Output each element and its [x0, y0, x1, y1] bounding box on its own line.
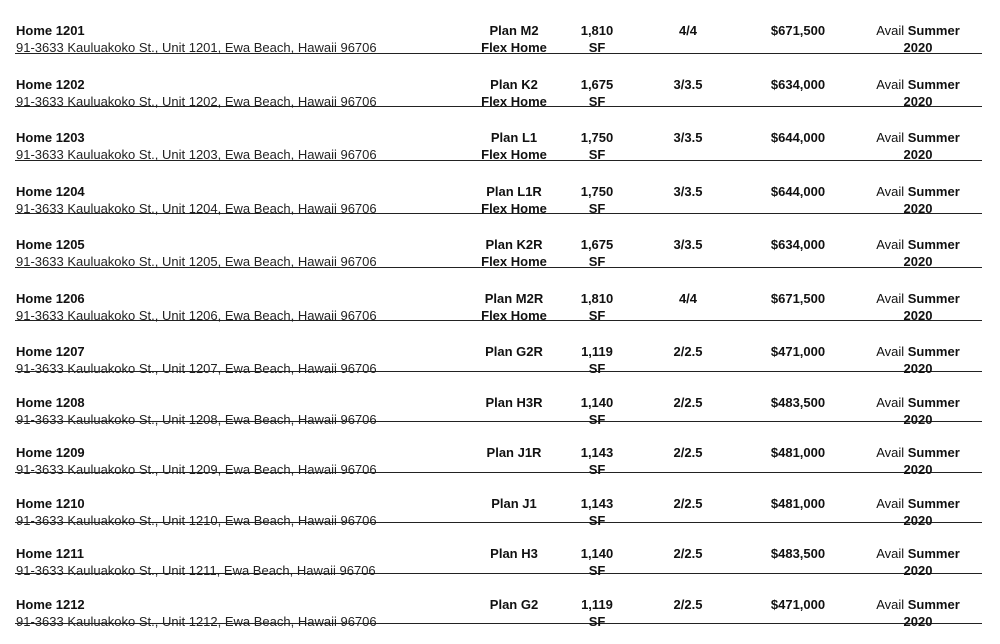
avail-prefix: Avail [876, 76, 905, 92]
home-address: 91-3633 Kauluakoko St., Unit 1203, Ewa Beach, Hawaii 96706 [16, 147, 377, 162]
home-name[interactable]: Home 1204 [16, 183, 85, 199]
plan-name: Plan M2R [484, 290, 544, 306]
plan-name: Plan L1R [486, 183, 542, 199]
bed-bath: 3/3.5 [673, 130, 703, 145]
home-row[interactable] [15, 214, 982, 268]
plan-name: Plan L1 [490, 130, 538, 145]
bed-bath: 2/2.5 [673, 344, 703, 359]
bed-bath: 3/3.5 [673, 183, 703, 199]
availability [863, 129, 973, 163]
flex-home-label: Flex Home [481, 147, 547, 162]
price: $471,000 [770, 344, 826, 359]
bed-bath: 3/3.5 [673, 237, 703, 252]
sqft-unit: SF [588, 613, 606, 629]
price: $471,000 [770, 596, 826, 612]
home-address: 91-3633 Kauluakoko St., Unit 1208, Ewa Beach, Hawaii 96706 [16, 411, 377, 427]
plan-cell [470, 129, 558, 163]
avail-season: Summer [907, 130, 960, 145]
home-address: 91-3633 Kauluakoko St., Unit 1212, Ewa Beach, Hawaii 96706 [16, 613, 377, 629]
plan-cell [470, 236, 558, 270]
home-address: 91-3633 Kauluakoko St., Unit 1202, Ewa Beach, Hawaii 96706 [16, 93, 377, 109]
sqft-value: 1,119 [581, 344, 613, 359]
plan-cell [470, 290, 558, 324]
home-address: 91-3633 Kauluakoko St., Unit 1207, Ewa Beach, Hawaii 96706 [16, 361, 377, 376]
sqft-unit: SF [588, 200, 606, 216]
sqft-cell [571, 290, 623, 324]
avail-prefix: Avail [876, 445, 905, 460]
plan-cell [470, 495, 558, 512]
avail-season: Summer [907, 596, 960, 612]
sqft-cell [571, 183, 623, 217]
home-name[interactable]: Home 1208 [16, 394, 85, 410]
avail-prefix: Avail [876, 290, 905, 306]
flex-home-label: Flex Home [481, 307, 547, 323]
avail-year: 2020 [903, 411, 933, 427]
avail-prefix: Avail [876, 546, 905, 561]
flex-home-label: Flex Home [481, 254, 547, 269]
sqft-value: 1,810 [580, 290, 614, 306]
sqft-unit: SF [588, 40, 606, 55]
bed-bath: 2/2.5 [673, 445, 703, 460]
plan-cell [470, 22, 558, 56]
plan-name: Plan G2R [485, 344, 543, 359]
home-row[interactable] [15, 268, 982, 322]
avail-season: Summer [907, 23, 960, 38]
avail-prefix: Avail [876, 237, 905, 252]
sqft-value: 1,750 [580, 130, 614, 145]
avail-prefix: Avail [876, 130, 905, 145]
home-name[interactable]: Home 1209 [16, 445, 85, 460]
price: $483,500 [770, 394, 826, 410]
plan-cell [470, 545, 558, 562]
avail-year: 2020 [903, 254, 933, 269]
home-name[interactable]: Home 1211 [16, 546, 84, 561]
sqft-value: 1,810 [580, 23, 614, 38]
plan-name: Plan K2R [485, 237, 543, 252]
home-address: 91-3633 Kauluakoko St., Unit 1209, Ewa Beach, Hawaii 96706 [16, 462, 377, 477]
home-address: 91-3633 Kauluakoko St., Unit 1210, Ewa Beach, Hawaii 96706 [16, 512, 377, 528]
sqft-unit: SF [588, 512, 606, 528]
availability [863, 183, 973, 217]
bed-bath: 4/4 [678, 23, 698, 38]
home-address: 91-3633 Kauluakoko St., Unit 1201, Ewa Beach, Hawaii 96706 [16, 40, 377, 55]
avail-year: 2020 [903, 147, 933, 162]
avail-year: 2020 [903, 563, 933, 578]
home-name[interactable]: Home 1210 [16, 495, 85, 511]
home-name[interactable]: Home 1206 [16, 290, 85, 306]
home-name[interactable]: Home 1202 [16, 76, 85, 92]
flex-home-label: Flex Home [481, 93, 547, 109]
price: $634,000 [770, 237, 826, 252]
availability [863, 236, 973, 270]
sqft-unit: SF [588, 563, 606, 578]
avail-year: 2020 [903, 200, 933, 216]
home-row[interactable] [15, 321, 982, 376]
home-address: 91-3633 Kauluakoko St., Unit 1205, Ewa Beach, Hawaii 96706 [16, 254, 377, 269]
home-row[interactable] [15, 0, 982, 54]
bed-bath: 2/2.5 [673, 394, 703, 410]
avail-season: Summer [907, 237, 960, 252]
price: $671,500 [770, 290, 826, 306]
sqft-cell [571, 22, 623, 56]
home-row[interactable] [15, 422, 982, 477]
home-name[interactable]: Home 1201 [16, 23, 85, 38]
availability [863, 22, 973, 56]
home-row[interactable] [15, 372, 982, 427]
price: $634,000 [770, 76, 826, 92]
sqft-value: 1,675 [580, 237, 614, 252]
sqft-value: 1,140 [580, 394, 614, 410]
sqft-unit: SF [588, 411, 606, 427]
home-name[interactable]: Home 1212 [16, 596, 85, 612]
plan-cell [470, 394, 558, 411]
avail-season: Summer [907, 344, 960, 359]
avail-prefix: Avail [876, 344, 905, 359]
plan-name: Plan J1 [491, 495, 537, 511]
bed-bath: 3/3.5 [673, 76, 703, 92]
avail-prefix: Avail [876, 23, 905, 38]
sqft-unit: SF [588, 307, 606, 323]
sqft-cell [571, 596, 623, 630]
avail-year: 2020 [903, 93, 933, 109]
plan-cell [470, 183, 558, 217]
sqft-unit: SF [588, 361, 606, 376]
sqft-value: 1,675 [580, 76, 614, 92]
price: $644,000 [770, 183, 826, 199]
home-name[interactable]: Home 1203 [16, 130, 85, 145]
sqft-unit: SF [588, 147, 606, 162]
sqft-unit: SF [588, 254, 606, 269]
sqft-value: 1,750 [580, 183, 614, 199]
home-row[interactable] [15, 161, 982, 215]
avail-prefix: Avail [876, 183, 905, 199]
plan-name: Plan M2 [489, 23, 539, 38]
price: $481,000 [770, 495, 826, 511]
home-listing [15, 0, 982, 629]
avail-year: 2020 [903, 40, 933, 55]
home-row[interactable] [15, 574, 982, 629]
plan-name: Plan H3R [485, 394, 543, 410]
plan-cell [470, 76, 558, 110]
plan-name: Plan G2 [489, 596, 539, 612]
price: $644,000 [770, 130, 826, 145]
avail-year: 2020 [903, 613, 933, 629]
flex-home-label: Flex Home [481, 200, 547, 216]
avail-year: 2020 [903, 512, 933, 528]
sqft-value: 1,119 [581, 596, 613, 612]
home-row[interactable] [15, 523, 982, 578]
plan-cell [470, 596, 558, 613]
avail-year: 2020 [903, 307, 933, 323]
bed-bath: 2/2.5 [673, 546, 703, 561]
home-row[interactable] [15, 473, 982, 528]
avail-season: Summer [907, 76, 960, 92]
sqft-cell [571, 236, 623, 270]
sqft-cell [571, 129, 623, 163]
home-row[interactable] [15, 54, 982, 108]
plan-name: Plan K2 [490, 76, 538, 92]
bed-bath: 4/4 [678, 290, 698, 306]
sqft-value: 1,140 [580, 546, 614, 561]
home-address: 91-3633 Kauluakoko St., Unit 1204, Ewa Beach, Hawaii 96706 [16, 200, 377, 216]
sqft-value: 1,143 [580, 495, 614, 511]
avail-season: Summer [907, 183, 960, 199]
availability [863, 290, 973, 324]
price: $483,500 [770, 546, 826, 561]
plan-name: Plan J1R [486, 445, 542, 460]
sqft-value: 1,143 [580, 445, 614, 460]
avail-season: Summer [907, 445, 960, 460]
availability [863, 76, 973, 110]
bed-bath: 2/2.5 [673, 495, 703, 511]
home-row[interactable] [15, 107, 982, 161]
avail-prefix: Avail [876, 495, 905, 511]
avail-year: 2020 [903, 462, 933, 477]
home-name[interactable]: Home 1205 [16, 237, 85, 252]
price: $481,000 [770, 445, 826, 460]
plan-name: Plan H3 [490, 546, 538, 561]
home-address: 91-3633 Kauluakoko St., Unit 1211, Ewa Beach, Hawaii 96706 [16, 563, 376, 578]
avail-prefix: Avail [876, 596, 905, 612]
flex-home-label: Flex Home [481, 40, 547, 55]
avail-season: Summer [907, 495, 960, 511]
bed-bath: 2/2.5 [673, 596, 703, 612]
avail-season: Summer [907, 546, 960, 561]
availability [863, 596, 973, 630]
avail-season: Summer [907, 394, 960, 410]
avail-season: Summer [907, 290, 960, 306]
plan-cell [470, 444, 558, 461]
home-address: 91-3633 Kauluakoko St., Unit 1206, Ewa Beach, Hawaii 96706 [16, 307, 377, 323]
price: $671,500 [770, 23, 826, 38]
sqft-unit: SF [588, 93, 606, 109]
sqft-cell [571, 76, 623, 110]
avail-year: 2020 [903, 361, 933, 376]
home-name[interactable]: Home 1207 [16, 344, 85, 359]
avail-prefix: Avail [876, 394, 905, 410]
plan-cell [470, 343, 558, 360]
sqft-unit: SF [588, 462, 606, 477]
